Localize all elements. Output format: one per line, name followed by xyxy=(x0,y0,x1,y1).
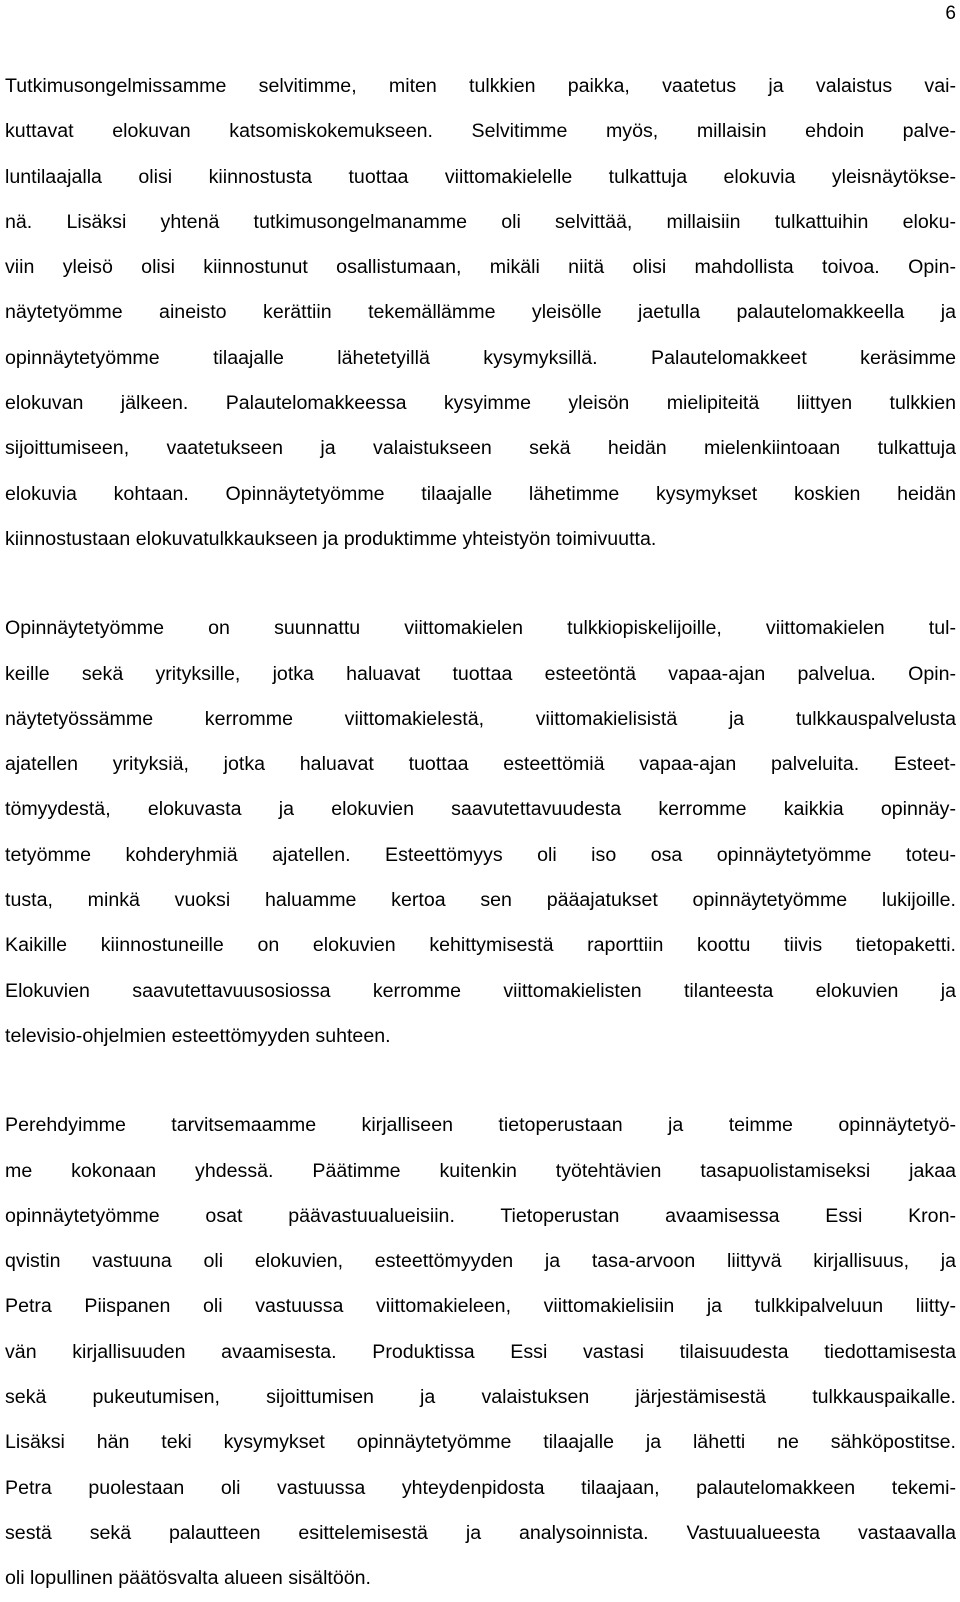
text-line: Kaikille kiinnostuneille on elokuvien kehittymisestä raporttiin koottu tiivis tietopaketti. xyxy=(5,934,956,957)
text-line: vän kirjallisuuden avaamisesta. Produktissa Essi vastasi tilaisuudesta tiedottamisesta xyxy=(5,1340,956,1363)
text-line: tusta, minkä vuoksi haluamme kertoa sen pääajatukset opinnäytetyömme lukijoille. xyxy=(5,889,956,912)
text-line: elokuvia kohtaan. Opinnäytetyömme tilaajalle lähetimme kysymykset koskien heidän xyxy=(5,482,956,505)
text-line: Elokuvien saavutettavuusosiossa kerromme viittomakielisten tilanteesta elokuvien ja xyxy=(5,979,956,1002)
page-number: 6 xyxy=(945,3,956,24)
paragraph xyxy=(5,606,956,1059)
text-line: qvistin vastuuna oli elokuvien, esteettömyyden ja tasa-arvoon liittyvä kirjallisuus, ja xyxy=(5,1250,956,1273)
paragraph xyxy=(5,1103,956,1601)
text-line: elokuvan jälkeen. Palautelomakkeessa kysyimme yleisön mielipiteitä liittyen tulkkien xyxy=(5,392,956,415)
text-line: oli lopullinen päätösvalta alueen sisältöön. xyxy=(5,1567,372,1590)
text-line: nä. Lisäksi yhtenä tutkimusongelmanamme oli selvittää, millaisiin tulkattuihin eloku- xyxy=(5,210,956,233)
text-line: Tutkimusongelmissamme selvitimme, miten tulkkien paikka, vaatetus ja valaistus vai- xyxy=(5,75,956,97)
text-line: keille sekä yrityksille, jotka haluavat tuottaa esteetöntä vapaa-ajan palvelua. Opin- xyxy=(5,662,956,685)
text-line: opinnäytetyömme osat päävastuualueisiin. Tietoperustan avaamisessa Essi Kron- xyxy=(5,1204,956,1227)
text-line: Perehdyimme tarvitsemaamme kirjalliseen tietoperustaan ja teimme opinnäytetyö- xyxy=(5,1114,956,1137)
text-line: televisio-ohjelmien esteettömyyden suhteen. xyxy=(5,1024,391,1047)
text-line: näytetyössämme kerromme viittomakielestä, viittomakielisistä ja tulkkauspalvelusta xyxy=(5,707,956,730)
text-line: viin yleisö olisi kiinnostunut osallistumaan, mikäli niitä olisi mahdollista toivoa. Opin- xyxy=(5,256,956,279)
text-line: sijoittumiseen, vaatetukseen ja valaistukseen sekä heidän mielenkiintoaan tulkattuja xyxy=(5,437,956,460)
text-line: opinnäytetyömme tilaajalle lähetetyillä kysymyksillä. Palautelomakkeet keräsimme xyxy=(5,346,956,369)
text-line: Petra Piispanen oli vastuussa viittomakieleen, viittomakielisiin ja tulkkipalveluun liitty- xyxy=(5,1295,956,1318)
text-line: tetyömme kohderyhmiä ajatellen. Esteettömyys oli iso osa opinnäytetyömme toteu- xyxy=(5,843,956,866)
paragraph xyxy=(5,64,956,562)
text-line: tömyydestä, elokuvasta ja elokuvien saavutettavuudesta kerromme kaikkia opinnäy- xyxy=(5,798,956,821)
document-body xyxy=(5,64,956,1602)
text-line: Opinnäytetyömme on suunnattu viittomakielen tulkkiopiskelijoille, viittomakielen tul- xyxy=(5,617,956,640)
text-line: Petra puolestaan oli vastuussa yhteydenpidosta tilaajaan, palautelomakkeen tekemi- xyxy=(5,1476,956,1499)
text-line: kuttavat elokuvan katsomiskokemukseen. Selvitimme myös, millaisin ehdoin palve- xyxy=(5,120,956,143)
text-line: luntilaajalla olisi kiinnostusta tuottaa viittomakielelle tulkattuja elokuvia yleisnäytökse- xyxy=(5,165,956,188)
text-line: me kokonaan yhdessä. Päätimme kuitenkin työtehtävien tasapuolistamiseksi jakaa xyxy=(5,1159,956,1182)
text-line: ajatellen yrityksiä, jotka haluavat tuottaa esteettömiä vapaa-ajan palveluita. Esteet- xyxy=(5,753,956,776)
text-line: näytetyömme aineisto kerättiin tekemällämme yleisölle jaetulla palautelomakkeella ja xyxy=(5,301,956,324)
text-line: sekä pukeutumisen, sijoittumisen ja valaistuksen järjestämisestä tulkkauspaikalle. xyxy=(5,1386,956,1409)
text-line: Lisäksi hän teki kysymykset opinnäytetyömme tilaajalle ja lähetti ne sähköpostitse. xyxy=(5,1431,956,1454)
text-line: sestä sekä palautteen esittelemisestä ja analysoinnista. Vastuualueesta vastaavalla xyxy=(5,1521,956,1544)
text-line: kiinnostustaan elokuvatulkkaukseen ja produktimme yhteistyön toimivuutta. xyxy=(5,527,657,550)
